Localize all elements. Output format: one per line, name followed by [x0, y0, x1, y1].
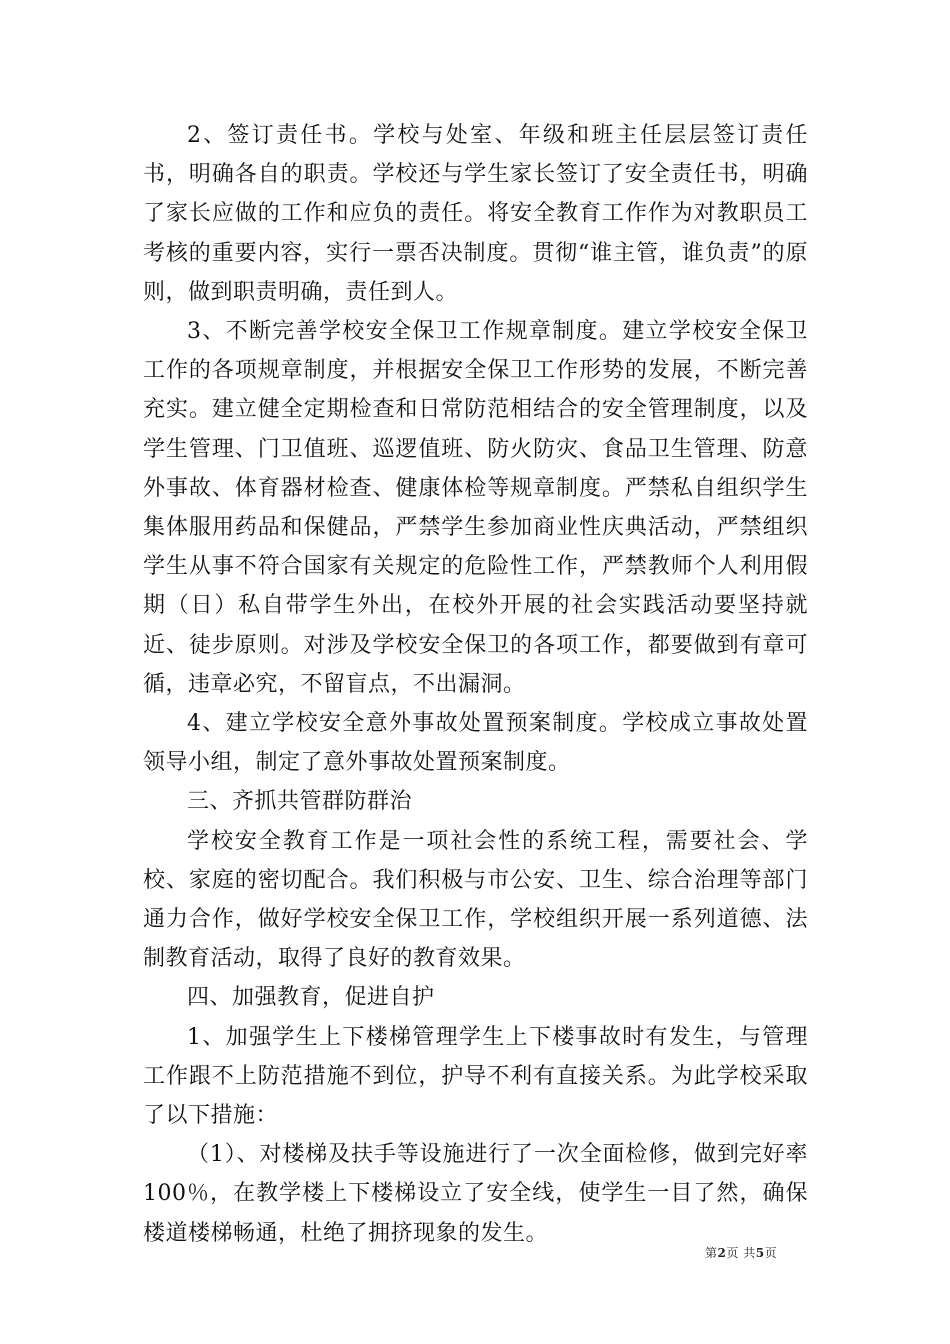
footer-total-pages: 5: [755, 1246, 765, 1260]
document-body: [143, 116, 808, 1253]
page-number-footer: [705, 1244, 777, 1261]
footer-current-page: 2: [717, 1246, 727, 1260]
paragraph-social-cooperation: 学校安全教育工作是一项社会性的系统工程，需要社会、学校、家庭的密切配合。我们积极与市公安、卫生、综合治理等部门通力合作，做好学校安全保卫工作，学校组织开展一系列道德、法制教育活动，取得了良好的教育效果。: [143, 828, 808, 972]
paragraph-accident-plan: 4、建立学校安全意外事故处置预案制度。学校成立事故处置领导小组，制定了意外事故处置预案制度。: [143, 711, 808, 776]
section-heading-education: 四、加强教育，促进自护: [187, 985, 435, 1011]
paragraph-sign-responsibility: 2、签订责任书。学校与处室、年级和班主任层层签订责任书，明确各自的职责。学校还与学生家长签订了安全责任书，明确了家长应做的工作和应负的责任。将安全教育工作作为对教职员工考核的重要内容，实行一票否决制度。贯彻“谁主管，谁负责”的原则，做到职责明确，责任到人。: [143, 123, 808, 305]
paragraph-stairs-measure-1: （1）、对楼梯及扶手等设施进行了一次全面检修，做到完好率100％，在教学楼上下楼梯设立了安全线，使学生一目了然，确保楼道楼梯畅通，杜绝了拥挤现象的发生。: [143, 1142, 808, 1246]
footer-prefix: 第: [705, 1246, 718, 1260]
paragraph-security-rules: 3、不断完善学校安全保卫工作规章制度。建立学校安全保卫工作的各项规章制度，并根据安全保卫工作形势的发展，不断完善充实。建立健全定期检查和日常防范相结合的安全管理制度，以及学生管理、门卫值班、巡逻值班、防火防灾、食品卫生管理、防意外事故、体育器材检查、健康体检等规章制度。严禁私自组织学生集体服用药品和保健品，严禁学生参加商业性庆典活动，严禁组织学生从事不符合国家有关规定的危险性工作，严禁教师个人利用假期（日）私自带学生外出，在校外开展的社会实践活动要坚持就近、徒步原则。对涉及学校安全保卫的各项工作，都要做到有章可循，违章必究，不留盲点，不出漏洞。: [143, 319, 808, 697]
paragraph-stairs-management: 1、加强学生上下楼梯管理学生上下楼事故时有发生，与管理工作跟不上防范措施不到位，护导不利有直接关系。为此学校采取了以下措施：: [143, 1024, 808, 1129]
footer-suffix: 页: [764, 1246, 778, 1260]
footer-middle: 页 共: [726, 1246, 756, 1260]
section-heading-joint-management: 三、齐抓共管群防群治: [187, 789, 413, 815]
